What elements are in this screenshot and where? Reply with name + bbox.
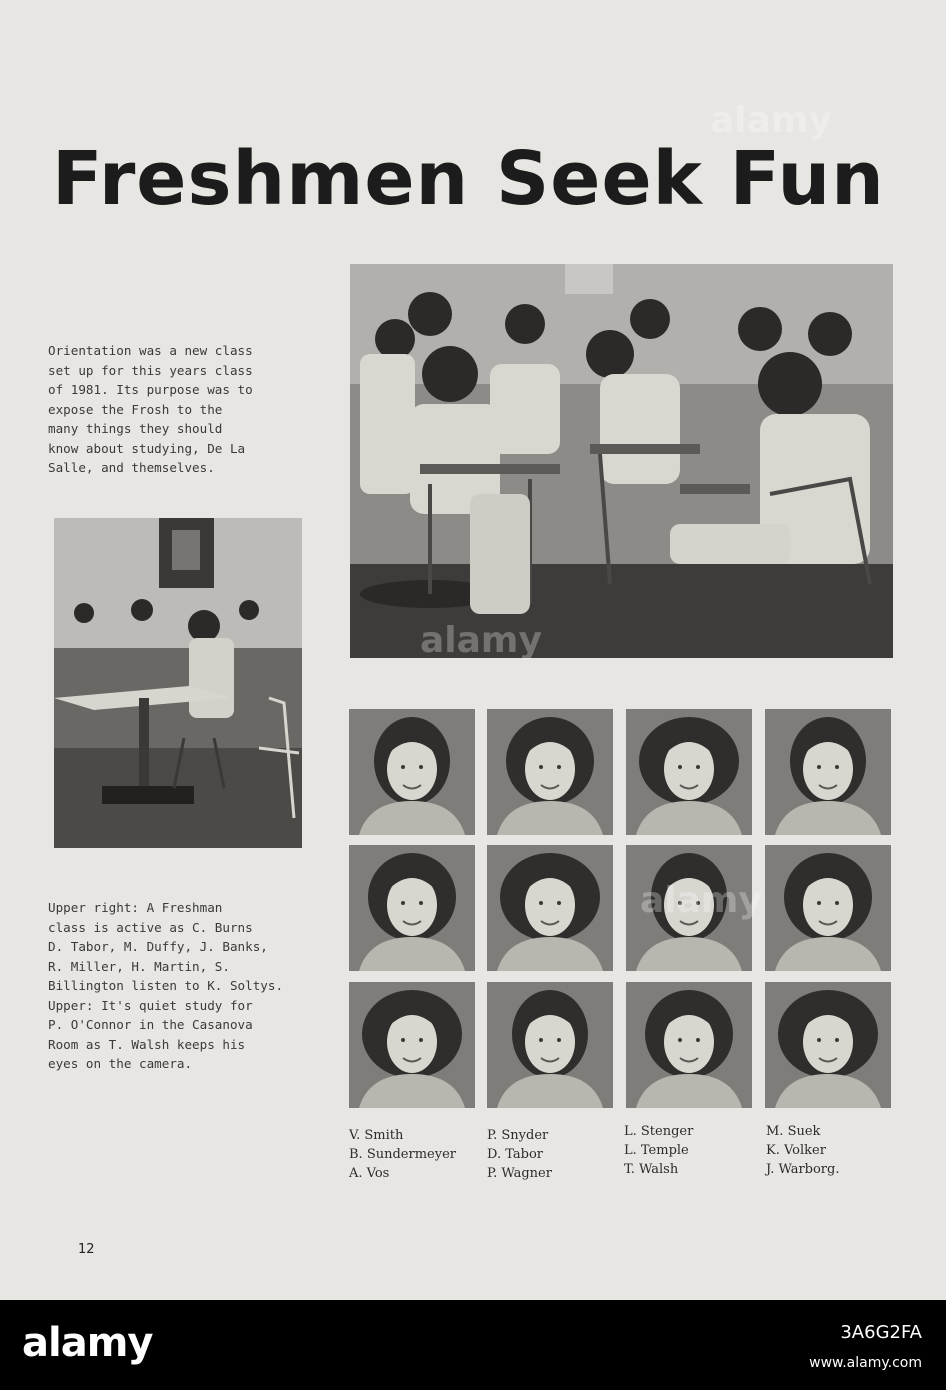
portrait-silhouette	[626, 709, 752, 835]
intro-paragraph	[48, 341, 253, 478]
portrait-m-suek	[765, 709, 891, 835]
portrait-silhouette	[349, 845, 475, 971]
portrait-d-tabor	[487, 845, 613, 971]
watermark: alamy	[640, 880, 762, 921]
student-name: L. Temple	[624, 1143, 689, 1158]
name-column-2	[487, 1126, 552, 1183]
site-url: www.alamy.com	[809, 1355, 922, 1371]
portrait-silhouette	[487, 845, 613, 971]
portrait-b-sundermeyer	[349, 845, 475, 971]
student-name: T. Walsh	[624, 1162, 679, 1177]
portrait-a-vos	[349, 982, 475, 1108]
portrait-silhouette	[349, 982, 475, 1108]
student-name: A. Vos	[349, 1166, 390, 1181]
caption-line: R. Miller, H. Martin, S.	[48, 958, 230, 974]
watermark: alamy	[420, 620, 542, 661]
student-name: B. Sundermeyer	[349, 1147, 456, 1162]
image-id: 3A6G2FA	[840, 1322, 922, 1343]
caption-line: Upper right: A Freshman	[48, 900, 223, 915]
portrait-p-snyder	[487, 709, 613, 835]
intro-line: Salle, and themselves.	[48, 460, 215, 475]
intro-line: set up for this years class	[48, 362, 253, 378]
student-name: M. Suek	[766, 1124, 821, 1139]
caption-line: Upper: It's quiet study for	[48, 997, 253, 1013]
portrait-silhouette	[349, 709, 475, 835]
portrait-silhouette	[765, 845, 891, 971]
name-column-4	[766, 1122, 839, 1179]
caption-line: eyes on the camera.	[48, 1056, 193, 1071]
student-name: J. Warborg.	[766, 1162, 840, 1177]
portrait-silhouette	[487, 982, 613, 1108]
caption-line: D. Tabor, M. Duffy, J. Banks,	[48, 939, 268, 954]
intro-line: of 1981. Its purpose was to	[48, 382, 253, 397]
student-name: D. Tabor	[487, 1147, 543, 1162]
intro-line: many things they should	[48, 421, 223, 436]
portrait-v-smith	[349, 709, 475, 835]
portrait-t-walsh	[626, 982, 752, 1108]
portrait-silhouette	[487, 709, 613, 835]
portrait-p-wagner	[487, 982, 613, 1108]
portrait-silhouette	[765, 709, 891, 835]
student-name: P. Snyder	[487, 1128, 549, 1143]
portrait-j-warborg	[765, 982, 891, 1108]
student-name: P. Wagner	[487, 1166, 552, 1181]
page-title: Freshmen Seek Fun	[52, 136, 885, 222]
classroom-photo	[350, 264, 893, 658]
watermark: alamy	[710, 100, 832, 141]
stock-footer-banner	[0, 1300, 946, 1390]
photo-caption	[48, 898, 283, 1074]
page-number: 12	[78, 1242, 95, 1257]
intro-line: Orientation was a new class	[48, 343, 253, 358]
student-name: V. Smith	[349, 1128, 404, 1143]
name-column-3	[624, 1122, 693, 1179]
intro-line: expose the Frosh to the	[48, 401, 223, 417]
portrait-l-stenger	[626, 709, 752, 835]
intro-line: know about studying, De La	[48, 440, 246, 456]
portrait-silhouette	[765, 982, 891, 1108]
student-name: K. Volker	[766, 1143, 826, 1158]
alamy-logo: alamy	[22, 1320, 153, 1366]
student-name: L. Stenger	[624, 1124, 694, 1139]
name-column-1	[349, 1126, 456, 1183]
portrait-silhouette	[626, 982, 752, 1108]
caption-line: P. O'Connor in the Casanova	[48, 1017, 253, 1032]
caption-line: Billington listen to K. Soltys.	[48, 978, 284, 993]
caption-line: Room as T. Walsh keeps his	[48, 1036, 246, 1052]
caption-line: class is active as C. Burns	[48, 919, 253, 935]
study-room-photo	[54, 518, 302, 848]
portrait-k-volker	[765, 845, 891, 971]
